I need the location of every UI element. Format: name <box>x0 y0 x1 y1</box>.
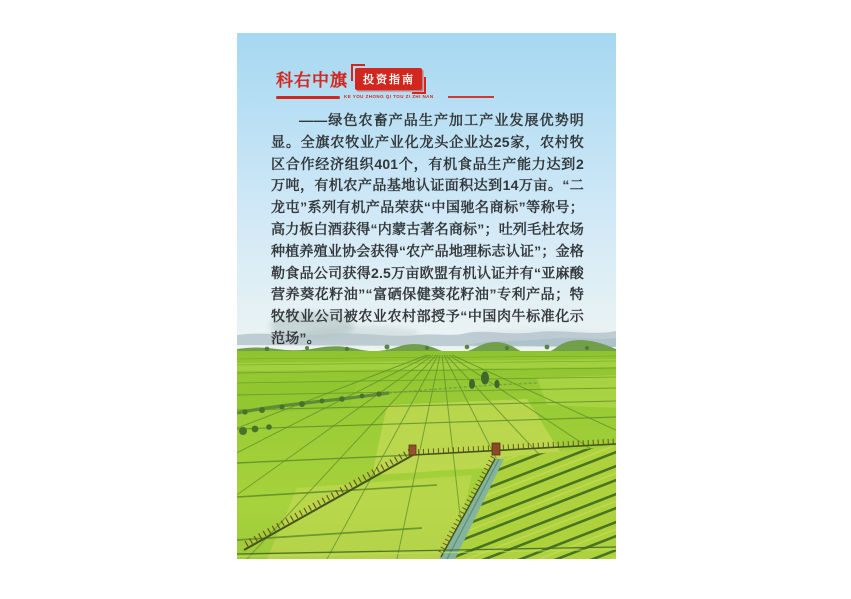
logo-rule <box>276 94 494 100</box>
logo-brand-text: 科右中旗 <box>276 71 348 90</box>
logo <box>276 66 494 100</box>
logo-rule-thick <box>276 96 340 99</box>
logo-pinyin-text: KE YOU ZHONG QI TOU ZI ZHI NAN <box>344 94 434 100</box>
logo-rule-thin <box>448 96 494 98</box>
article-paragraph: ——绿色农畜产品生产加工产业发展优势明显。全旗农牧业产业化龙头企业达25家，农村牧区合作经济组织401个，有机食品生产能力达到2万吨，有机农产品基地认证面积达到14万亩。“二龙屯”系列有机产品荣获“中国驰名商标”等称号；高力板白酒获得“内蒙古著名商标”；吐列毛杜农场种植养殖业协会获得“农产品地理标志认证”；金格勒食品公司获得2.5万亩欧盟有机认证并有“亚麻酸营养葵花籽油”“富硒保健葵花籽油”专利产品；特牧牧业公司被农业农村部授予“中国肉牛标准化示范场”。 <box>271 112 584 346</box>
brochure-page <box>237 33 616 559</box>
logo-badge: 投资指南 <box>355 68 422 90</box>
